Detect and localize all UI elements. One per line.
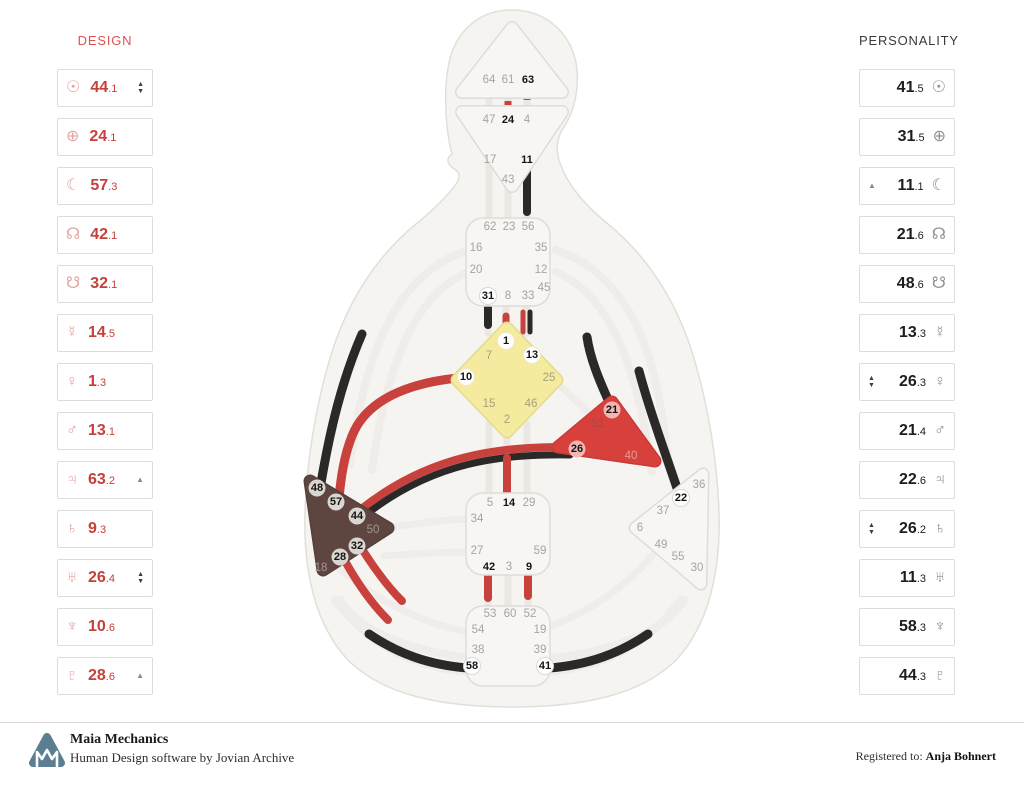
personality-row-mercury[interactable] xyxy=(859,314,955,352)
gate-49: 49 xyxy=(654,539,668,551)
venus-icon: ♀ xyxy=(934,373,946,390)
saturn-icon: ♄ xyxy=(934,520,946,537)
gate-48: 48 xyxy=(310,482,324,494)
gate-36: 36 xyxy=(692,479,706,491)
personality-mercury-value: 13 . 3 xyxy=(899,324,926,342)
design-row-moon[interactable] xyxy=(57,167,153,205)
gate-20: 20 xyxy=(469,264,483,276)
personality-uranus-value: 11 . 3 xyxy=(900,569,926,587)
fixing-arrows-icon: ▲ ▼ xyxy=(137,571,144,585)
design-neptune-value: 10 . 6 xyxy=(88,618,115,636)
gate-52: 52 xyxy=(523,608,537,620)
personality-neptune-value: 58 . 3 xyxy=(899,618,926,636)
uranus-icon: ♅ xyxy=(934,569,946,586)
design-venus-value: 1 . 3 xyxy=(88,373,106,391)
design-sun-value: 44 . 1 xyxy=(90,79,117,97)
registered-to: Registered to: Anja Bohnert xyxy=(855,749,996,763)
personality-row-pluto[interactable] xyxy=(859,657,955,695)
personality-row-sun[interactable] xyxy=(859,69,955,107)
gate-63: 63 xyxy=(521,74,535,86)
gate-34: 34 xyxy=(470,513,484,525)
gate-22: 22 xyxy=(674,492,688,504)
gate-7: 7 xyxy=(485,350,493,362)
gate-54: 54 xyxy=(471,624,485,636)
design-mercury-value: 14 . 5 xyxy=(88,324,115,342)
gate-5: 5 xyxy=(486,497,494,509)
pluto-icon: ♇ xyxy=(66,667,78,684)
gate-31: 31 xyxy=(481,290,495,302)
design-mars-value: 13 . 1 xyxy=(88,422,115,440)
design-saturn-value: 9 . 3 xyxy=(88,520,106,538)
south-node-icon: ☋ xyxy=(931,275,946,292)
gate-55: 55 xyxy=(671,551,685,563)
gate-37: 37 xyxy=(656,505,670,517)
personality-row-jupiter[interactable] xyxy=(859,461,955,499)
gate-53: 53 xyxy=(483,608,497,620)
moon-icon: ☾ xyxy=(66,177,81,194)
gate-10: 10 xyxy=(459,371,473,383)
venus-icon: ♀ xyxy=(66,373,78,390)
gate-46: 46 xyxy=(524,398,538,410)
design-row-north-node[interactable] xyxy=(57,216,153,254)
personality-saturn-value: 26 . 2 xyxy=(899,520,926,538)
design-uranus-value: 26 . 4 xyxy=(88,569,115,587)
personality-row-uranus[interactable] xyxy=(859,559,955,597)
personality-column xyxy=(859,69,955,695)
gate-61: 61 xyxy=(501,74,515,86)
design-north-node-value: 42 . 1 xyxy=(90,226,117,244)
gate-9: 9 xyxy=(525,561,533,573)
gate-14: 14 xyxy=(502,497,516,509)
gate-21: 21 xyxy=(605,404,619,416)
gate-56: 56 xyxy=(521,221,535,233)
fixing-arrow-up-icon: ▲ xyxy=(136,671,144,680)
design-title: DESIGN xyxy=(77,33,133,48)
personality-row-moon[interactable] xyxy=(859,167,955,205)
design-row-pluto[interactable] xyxy=(57,657,153,695)
earth-icon: ⊕ xyxy=(66,128,80,145)
personality-south-node-value: 48 . 6 xyxy=(897,275,924,293)
design-row-neptune[interactable] xyxy=(57,608,153,646)
gate-25: 25 xyxy=(542,372,556,384)
personality-row-earth[interactable] xyxy=(859,118,955,156)
gate-12: 12 xyxy=(534,264,548,276)
personality-pluto-value: 44 . 3 xyxy=(899,667,926,685)
gate-26: 26 xyxy=(570,443,584,455)
north-node-icon: ☊ xyxy=(931,226,946,243)
gate-3: 3 xyxy=(505,561,513,573)
saturn-icon: ♄ xyxy=(66,520,78,537)
personality-earth-value: 31 . 5 xyxy=(898,128,925,146)
personality-row-saturn[interactable] xyxy=(859,510,955,548)
personality-north-node-value: 21 . 6 xyxy=(897,226,924,244)
gate-41: 41 xyxy=(538,660,552,672)
fixing-arrows-icon: ▲ ▼ xyxy=(868,522,875,536)
personality-title: PERSONALITY xyxy=(859,33,959,48)
gate-51: 51 xyxy=(591,418,605,430)
north-node-icon: ☊ xyxy=(66,226,81,243)
personality-sun-value: 41 . 5 xyxy=(897,79,924,97)
jupiter-icon: ♃ xyxy=(934,471,946,488)
gate-11: 11 xyxy=(521,154,533,166)
gate-16: 16 xyxy=(469,242,483,254)
personality-row-mars[interactable] xyxy=(859,412,955,450)
mercury-icon: ☿ xyxy=(934,324,946,341)
fixing-arrows-icon: ▲ ▼ xyxy=(868,375,875,389)
gate-62: 62 xyxy=(483,221,497,233)
earth-icon: ⊕ xyxy=(932,128,946,145)
pluto-icon: ♇ xyxy=(934,667,946,684)
gate-42: 42 xyxy=(482,561,496,573)
gate-24: 24 xyxy=(501,114,515,126)
design-row-uranus[interactable] xyxy=(57,559,153,597)
mars-icon: ♂ xyxy=(934,422,946,439)
design-row-mars[interactable] xyxy=(57,412,153,450)
gate-17: 17 xyxy=(483,154,497,166)
gate-59: 59 xyxy=(533,545,547,557)
design-row-sun[interactable] xyxy=(57,69,153,107)
design-pluto-value: 28 . 6 xyxy=(88,667,115,685)
gate-39: 39 xyxy=(533,644,547,656)
design-column xyxy=(57,69,153,695)
gate-1: 1 xyxy=(502,335,510,347)
personality-mars-value: 21 . 4 xyxy=(899,422,926,440)
gate-2: 2 xyxy=(503,414,511,426)
gate-18: 18 xyxy=(314,562,328,574)
personality-row-venus[interactable] xyxy=(859,363,955,401)
gate-50: 50 xyxy=(366,524,380,536)
sun-icon: ☉ xyxy=(931,79,946,96)
gate-45: 45 xyxy=(537,282,551,294)
fixing-arrow-up-icon: ▲ xyxy=(136,475,144,484)
design-row-venus[interactable] xyxy=(57,363,153,401)
sun-icon: ☉ xyxy=(66,79,81,96)
gate-29: 29 xyxy=(522,497,536,509)
gate-27: 27 xyxy=(470,545,484,557)
gate-33: 33 xyxy=(521,290,535,302)
gate-32: 32 xyxy=(350,540,364,552)
gate-60: 60 xyxy=(503,608,517,620)
uranus-icon: ♅ xyxy=(66,569,78,586)
gate-47: 47 xyxy=(482,114,496,126)
gate-30: 30 xyxy=(690,562,704,574)
design-row-saturn[interactable] xyxy=(57,510,153,548)
gate-6: 6 xyxy=(636,522,644,534)
neptune-icon: ♆ xyxy=(66,618,78,635)
fixing-arrow-up-icon: ▲ xyxy=(868,181,876,190)
design-jupiter-value: 63 . 2 xyxy=(88,471,115,489)
mercury-icon: ☿ xyxy=(66,324,78,341)
personality-row-neptune[interactable] xyxy=(859,608,955,646)
design-earth-value: 24 . 1 xyxy=(89,128,116,146)
personality-moon-value: 11 . 1 xyxy=(898,177,924,195)
gate-44: 44 xyxy=(350,510,364,522)
gate-28: 28 xyxy=(333,551,347,563)
design-row-jupiter[interactable] xyxy=(57,461,153,499)
design-row-south-node[interactable] xyxy=(57,265,153,303)
gate-19: 19 xyxy=(533,624,547,636)
gate-58: 58 xyxy=(465,660,479,672)
gate-40: 40 xyxy=(624,450,638,462)
gate-38: 38 xyxy=(471,644,485,656)
gate-57: 57 xyxy=(329,496,343,508)
personality-jupiter-value: 22 . 6 xyxy=(899,471,926,489)
gate-23: 23 xyxy=(502,221,516,233)
brand-tagline: Human Design software by Jovian Archive xyxy=(70,750,295,765)
design-row-mercury[interactable] xyxy=(57,314,153,352)
moon-icon: ☾ xyxy=(931,177,946,194)
gate-4: 4 xyxy=(523,114,531,126)
gate-8: 8 xyxy=(504,290,512,302)
design-moon-value: 57 . 3 xyxy=(90,177,117,195)
design-row-earth[interactable] xyxy=(57,118,153,156)
jupiter-icon: ♃ xyxy=(66,471,78,488)
fixing-arrows-icon: ▲ ▼ xyxy=(137,81,144,95)
design-south-node-value: 32 . 1 xyxy=(90,275,117,293)
gate-35: 35 xyxy=(534,242,548,254)
gate-64: 64 xyxy=(482,74,496,86)
personality-row-north-node[interactable] xyxy=(859,216,955,254)
mars-icon: ♂ xyxy=(66,422,78,439)
gate-15: 15 xyxy=(482,398,496,410)
gate-43: 43 xyxy=(501,174,515,186)
neptune-icon: ♆ xyxy=(934,618,946,635)
south-node-icon: ☋ xyxy=(66,275,81,292)
brand-name: Maia Mechanics xyxy=(70,732,169,747)
footer xyxy=(0,722,1024,788)
personality-row-south-node[interactable] xyxy=(859,265,955,303)
gate-13: 13 xyxy=(525,349,539,361)
personality-venus-value: 26 . 3 xyxy=(899,373,926,391)
maia-logo-icon xyxy=(28,732,66,772)
